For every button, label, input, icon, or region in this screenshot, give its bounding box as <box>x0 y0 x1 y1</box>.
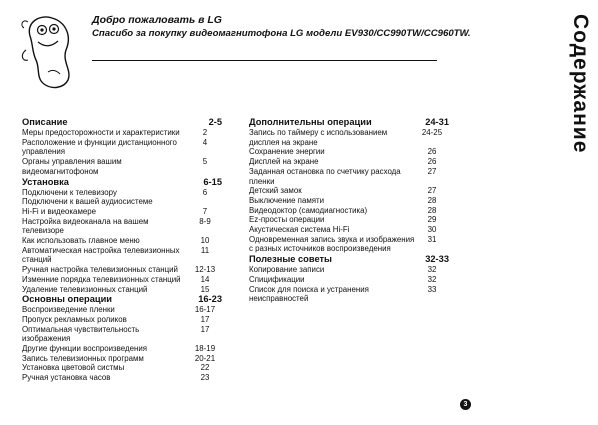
toc-entry <box>22 265 222 275</box>
toc-entry-page: 10 <box>200 236 210 246</box>
toc-entry-title: Копирование записи <box>249 265 325 275</box>
toc-entry-page: 2-5 <box>208 117 222 127</box>
toc-entry-title: Выключение памяти <box>249 195 325 205</box>
header-divider <box>92 60 437 61</box>
toc-entry-title: Пропуск рекламных роликов <box>22 314 127 324</box>
toc-entry-title: Меры предосторожности и характеристики <box>22 128 180 137</box>
toc-entry-page: 17 <box>200 324 210 334</box>
toc-right-column <box>249 117 449 304</box>
toc-entry-title: Описание <box>22 117 68 127</box>
toc-entry-title: Воспроизведение пленки <box>22 305 115 315</box>
toc-entry <box>22 354 222 364</box>
toc-entry-page: 29 <box>427 215 437 225</box>
toc-entry <box>22 315 222 325</box>
welcome-subtitle: Спасибо за покупку видеомагнитофона LG модели EV930/CC990TW/CC960TW. <box>92 28 471 39</box>
toc-entry-title: Другие функции воспроизведения <box>22 344 148 354</box>
toc-entry-page: 12-13 <box>194 265 216 275</box>
toc-entry-title: Подключени к телевизору <box>22 187 117 197</box>
toc-entry-title: Ez-просты операции <box>249 215 325 225</box>
toc-left-column <box>22 117 222 383</box>
toc-entry <box>22 188 222 198</box>
toc-entry-page: 5 <box>202 157 208 167</box>
toc-entry-page: 4 <box>202 137 208 147</box>
toc-entry-title: Оптимальная чувствительность изображения <box>22 324 140 344</box>
toc-entry <box>22 373 222 383</box>
toc-entry-page: 32-33 <box>425 254 449 265</box>
toc-entry-page: 16-17 <box>194 305 216 315</box>
toc-entry-page: 26 <box>427 147 437 157</box>
toc-entry-page: 28 <box>427 195 437 205</box>
toc-entry-title: Дополнительны операции <box>249 117 372 127</box>
toc-entry-title: Запись по таймеру с использованием дисплея на экране <box>249 128 388 147</box>
toc-entry <box>249 157 449 167</box>
toc-entry <box>22 344 222 354</box>
toc-entry-page: 24-31 <box>425 117 449 127</box>
toc-entry-page: 24-25 <box>421 128 443 137</box>
toc-entry <box>22 236 222 246</box>
toc-entry <box>22 325 222 344</box>
toc-entry-title: Как использовать главное меню <box>22 236 140 246</box>
toc-entry-page: 18-19 <box>194 344 216 354</box>
toc-entry <box>22 217 222 236</box>
toc-entry <box>249 128 449 147</box>
toc-entry-page: 7 <box>202 206 208 216</box>
toc-entry <box>249 147 449 157</box>
toc-entry-page: 20-21 <box>194 353 216 363</box>
toc-entry-page: 6 <box>202 187 208 197</box>
toc-entry-page: 16-23 <box>198 294 222 305</box>
toc-section-heading <box>249 117 449 128</box>
toc-entry <box>22 363 222 373</box>
toc-entry-page: 15 <box>200 284 210 294</box>
toc-entry-title: Полезные советы <box>249 254 332 265</box>
page-number-badge: 3 <box>460 399 471 410</box>
toc-section-heading <box>22 177 222 188</box>
toc-entry <box>22 197 222 207</box>
toc-entry-title: Автоматическая настройка телевизионных станций <box>22 245 180 265</box>
toc-entry-page: 32 <box>427 274 437 284</box>
toc-entry-page: 6-15 <box>203 176 222 187</box>
toc-entry-title: Настройка видеоканала на вашем телевизоре <box>22 216 149 236</box>
toc-entry <box>22 207 222 217</box>
toc-entry-title: Удаление телевизионных станций <box>22 284 148 294</box>
toc-entry <box>249 225 449 235</box>
toc-entry-title: Дисплей на экране <box>249 157 319 167</box>
toc-entry-title: Установка цветовой систмы <box>22 363 125 373</box>
toc-entry-title: Детский замок <box>249 186 302 196</box>
toc-entry <box>22 138 222 157</box>
toc-entry-title: Установка <box>22 176 69 187</box>
toc-entry-page: 26 <box>427 157 437 167</box>
toc-entry-page: 2 <box>202 128 208 137</box>
toc-entry <box>249 186 449 196</box>
toc-entry-page: 14 <box>200 274 210 284</box>
toc-entry-page: 23 <box>200 373 210 383</box>
toc-entry-title: Расположение и функции дистанционного управления <box>22 137 177 157</box>
toc-entry-title: Запись телевизионных программ <box>22 353 144 363</box>
toc-entry <box>249 215 449 225</box>
toc-entry-title: Список для поиска и устранения неисправностей <box>249 284 369 304</box>
toc-entry-page: 32 <box>427 265 437 275</box>
toc-entry-title: Сохранение энергии <box>249 147 325 157</box>
toc-entry-page: 17 <box>200 314 210 324</box>
toc-section-heading <box>22 117 222 128</box>
toc-entry <box>249 275 449 285</box>
toc-entry-page: 33 <box>427 284 437 294</box>
toc-entry <box>22 275 222 285</box>
toc-entry-title: Изменние порядка телевизионных станций <box>22 274 181 284</box>
lg-mascot-icon <box>18 10 88 92</box>
toc-entry-title: Основны операции <box>22 294 113 305</box>
side-title: Содержание <box>569 14 592 154</box>
toc-entry <box>22 157 222 176</box>
toc-entry <box>249 285 449 304</box>
toc-entry <box>22 285 222 295</box>
toc-entry-page: 11 <box>200 245 210 255</box>
toc-entry <box>249 167 449 186</box>
toc-entry-page: 8-9 <box>199 216 211 226</box>
toc-entry <box>22 305 222 315</box>
toc-entry-title: Органы управления вашим видеомагнитофоном <box>22 157 122 176</box>
toc-entry <box>22 246 222 265</box>
toc-entry-page: 27 <box>427 166 437 176</box>
welcome-text <box>92 14 471 40</box>
toc-entry <box>249 235 449 254</box>
toc-entry-title: Одновременная запись звука и изображения с разных источников воспроизведения <box>249 234 415 254</box>
toc-section-heading <box>249 254 449 265</box>
toc-entry-title: Подключени к вашей аудиосистеме <box>22 197 153 207</box>
toc-entry-title: Заданная остановка по счетчику расхода пленки <box>249 166 401 186</box>
toc-entry-page: 28 <box>427 205 437 215</box>
toc-entry-page: 27 <box>427 186 437 196</box>
toc-entry-title: Ручная настройка телевизионных станций <box>22 265 178 275</box>
toc-section-heading <box>22 294 222 305</box>
toc-entry <box>22 128 222 138</box>
toc-entry-page: 31 <box>427 234 437 244</box>
toc-entry-title: Ручная установка часов <box>22 373 111 383</box>
toc-entry-page: 22 <box>200 363 210 373</box>
toc-entry-page: 30 <box>427 225 437 235</box>
toc-entry-title: Видеодоктор (самодиагностика) <box>249 205 368 215</box>
toc-entry <box>249 206 449 216</box>
toc-entry-title: Hi-Fi и видеокамере <box>22 206 97 216</box>
toc-entry <box>249 265 449 275</box>
toc-entry-title: Спицификации <box>249 274 305 284</box>
welcome-title: Добро пожаловать в LG <box>92 14 222 26</box>
toc-entry-title: Акустическая система Hi-Fi <box>249 225 350 235</box>
toc-entry <box>249 196 449 206</box>
